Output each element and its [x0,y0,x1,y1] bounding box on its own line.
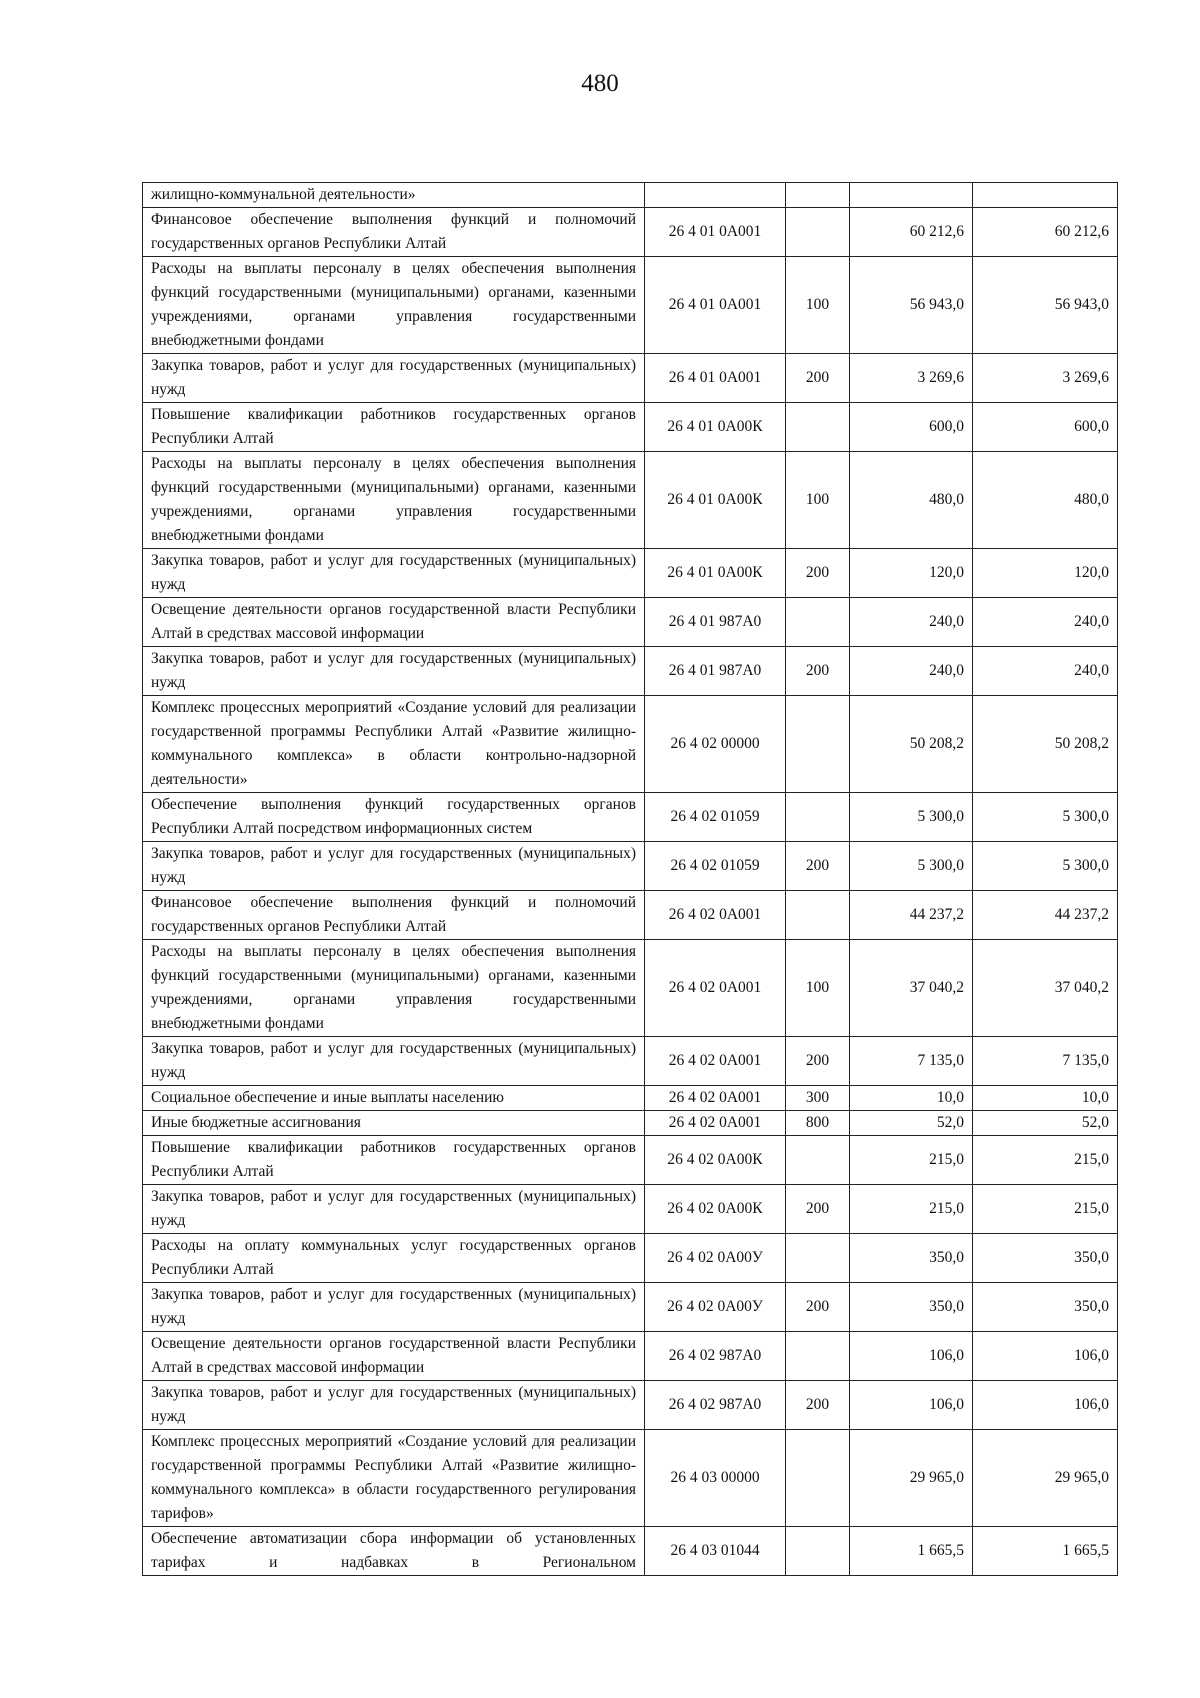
row-expense-type: 200 [786,1185,850,1234]
row-target-code: 26 4 01 987А0 [645,598,786,647]
row-name: Освещение деятельности органов государственной власти Республики Алтай в средствах массовой информации [143,598,645,647]
row-target-code: 26 4 02 0А001 [645,1037,786,1086]
row-target-code: 26 4 01 0А00К [645,452,786,549]
row-name: Закупка товаров, работ и услуг для государственных (муниципальных) нужд [143,842,645,891]
row-name: Комплекс процессных мероприятий «Создание условий для реализации государственной программы Республики Алтай «Развитие жилищно-коммунального комплекса» в области контрольно-надзорной деятельности» [143,696,645,793]
table-row [143,1086,1118,1111]
row-amount-1: 600,0 [850,403,973,452]
table-row [143,891,1118,940]
row-target-code: 26 4 02 0А00У [645,1283,786,1332]
table-row [143,208,1118,257]
table-row [143,403,1118,452]
row-name: Закупка товаров, работ и услуг для государственных (муниципальных) нужд [143,1037,645,1086]
row-amount-1: 44 237,2 [850,891,973,940]
row-amount-1: 480,0 [850,452,973,549]
row-amount-2: 480,0 [973,452,1118,549]
row-expense-type: 100 [786,940,850,1037]
row-amount-1: 5 300,0 [850,842,973,891]
row-name: Расходы на выплаты персоналу в целях обеспечения выполнения функций государственными (муниципальными) органами, казенными учреждениями, органами управления государственными внебюджетными фондами [143,940,645,1037]
table-row [143,696,1118,793]
row-expense-type [786,1430,850,1527]
row-target-code: 26 4 02 01059 [645,842,786,891]
row-amount-2: 1 665,5 [973,1527,1118,1576]
row-target-code: 26 4 01 0А001 [645,257,786,354]
row-amount-1: 215,0 [850,1136,973,1185]
row-amount-2: 240,0 [973,647,1118,696]
table-row [143,1234,1118,1283]
row-target-code: 26 4 01 0А00К [645,403,786,452]
row-expense-type [786,1136,850,1185]
row-amount-2: 10,0 [973,1086,1118,1111]
row-name: Комплекс процессных мероприятий «Создание условий для реализации государственной программы Республики Алтай «Развитие жилищно-коммунального комплекса» в области государственного регулирования тарифов» [143,1430,645,1527]
row-target-code: 26 4 03 01044 [645,1527,786,1576]
row-expense-type [786,598,850,647]
row-amount-2: 5 300,0 [973,793,1118,842]
row-amount-1: 106,0 [850,1332,973,1381]
table-row [143,793,1118,842]
row-expense-type: 800 [786,1111,850,1136]
row-amount-2: 106,0 [973,1381,1118,1430]
table-row [143,647,1118,696]
row-target-code: 26 4 02 987А0 [645,1332,786,1381]
row-target-code: 26 4 02 01059 [645,793,786,842]
row-name: Социальное обеспечение и иные выплаты населению [143,1086,645,1111]
row-name: Освещение деятельности органов государственной власти Республики Алтай в средствах массовой информации [143,1332,645,1381]
row-amount-1: 1 665,5 [850,1527,973,1576]
row-expense-type: 300 [786,1086,850,1111]
row-amount-2: 37 040,2 [973,940,1118,1037]
row-name: Закупка товаров, работ и услуг для государственных (муниципальных) нужд [143,1185,645,1234]
row-name: Иные бюджетные ассигнования [143,1111,645,1136]
row-name: Расходы на выплаты персоналу в целях обеспечения выполнения функций государственными (муниципальными) органами, казенными учреждениями, органами управления государственными внебюджетными фондами [143,257,645,354]
row-amount-2: 50 208,2 [973,696,1118,793]
row-name: Закупка товаров, работ и услуг для государственных (муниципальных) нужд [143,1283,645,1332]
table-row [143,1283,1118,1332]
row-target-code: 26 4 03 00000 [645,1430,786,1527]
row-amount-2: 350,0 [973,1283,1118,1332]
row-amount-1: 120,0 [850,549,973,598]
row-name: Закупка товаров, работ и услуг для государственных (муниципальных) нужд [143,549,645,598]
row-name: Финансовое обеспечение выполнения функций и полномочий государственных органов Республики Алтай [143,891,645,940]
table-row [143,354,1118,403]
row-expense-type [786,1234,850,1283]
table-row [143,1332,1118,1381]
row-amount-2: 5 300,0 [973,842,1118,891]
row-amount-2: 60 212,6 [973,208,1118,257]
table-row [143,598,1118,647]
row-amount-2: 56 943,0 [973,257,1118,354]
row-amount-2: 52,0 [973,1111,1118,1136]
row-name: Повышение квалификации работников государственных органов Республики Алтай [143,1136,645,1185]
row-expense-type: 100 [786,452,850,549]
row-amount-1: 5 300,0 [850,793,973,842]
page-number: 480 [581,70,619,97]
row-target-code: 26 4 01 987А0 [645,647,786,696]
row-target-code: 26 4 02 0А001 [645,940,786,1037]
budget-table-body [143,183,1118,1576]
table-row [143,1111,1118,1136]
row-expense-type: 200 [786,1283,850,1332]
row-amount-2: 215,0 [973,1136,1118,1185]
row-target-code: 26 4 01 0А001 [645,208,786,257]
row-amount-1: 56 943,0 [850,257,973,354]
row-expense-type [786,1332,850,1381]
row-amount-1: 215,0 [850,1185,973,1234]
row-amount-2: 350,0 [973,1234,1118,1283]
row-name: Закупка товаров, работ и услуг для государственных (муниципальных) нужд [143,1381,645,1430]
row-amount-1: 10,0 [850,1086,973,1111]
row-amount-1: 37 040,2 [850,940,973,1037]
row-name: Повышение квалификации работников государственных органов Республики Алтай [143,403,645,452]
row-amount-1: 3 269,6 [850,354,973,403]
row-target-code: 26 4 02 0А001 [645,891,786,940]
row-target-code: 26 4 02 0А00У [645,1234,786,1283]
row-name: жилищно-коммунальной деятельности» [143,183,645,208]
row-name: Закупка товаров, работ и услуг для государственных (муниципальных) нужд [143,647,645,696]
row-expense-type: 100 [786,257,850,354]
row-amount-2: 215,0 [973,1185,1118,1234]
row-expense-type: 200 [786,1037,850,1086]
row-amount-2: 120,0 [973,549,1118,598]
row-expense-type: 200 [786,842,850,891]
row-amount-2: 106,0 [973,1332,1118,1381]
row-amount-2: 7 135,0 [973,1037,1118,1086]
table-row [143,257,1118,354]
row-expense-type: 200 [786,647,850,696]
table-row [143,1527,1118,1576]
table-row [143,1185,1118,1234]
row-amount-1: 240,0 [850,598,973,647]
row-target-code: 26 4 02 987А0 [645,1381,786,1430]
row-target-code: 26 4 01 0А00К [645,549,786,598]
row-amount-2: 29 965,0 [973,1430,1118,1527]
row-expense-type: 200 [786,1381,850,1430]
table-row [143,940,1118,1037]
row-name: Расходы на оплату коммунальных услуг государственных органов Республики Алтай [143,1234,645,1283]
row-amount-1: 350,0 [850,1283,973,1332]
row-name: Обеспечение выполнения функций государственных органов Республики Алтай посредством информационных систем [143,793,645,842]
row-expense-type [786,208,850,257]
row-name: Закупка товаров, работ и услуг для государственных (муниципальных) нужд [143,354,645,403]
row-target-code: 26 4 02 0А001 [645,1111,786,1136]
row-expense-type [786,793,850,842]
row-expense-type [786,403,850,452]
row-expense-type: 200 [786,354,850,403]
row-expense-type [786,891,850,940]
row-target-code: 26 4 02 0А00К [645,1136,786,1185]
table-row [143,842,1118,891]
row-target-code [645,183,786,208]
row-expense-type [786,1527,850,1576]
row-amount-1: 29 965,0 [850,1430,973,1527]
row-amount-1 [850,183,973,208]
table-row [143,1037,1118,1086]
row-amount-1: 106,0 [850,1381,973,1430]
row-expense-type: 200 [786,549,850,598]
row-target-code: 26 4 02 0А001 [645,1086,786,1111]
row-amount-1: 50 208,2 [850,696,973,793]
row-amount-2: 240,0 [973,598,1118,647]
table-row [143,549,1118,598]
row-expense-type [786,696,850,793]
row-amount-1: 7 135,0 [850,1037,973,1086]
row-amount-2: 44 237,2 [973,891,1118,940]
table-row [143,183,1118,208]
table-row [143,452,1118,549]
row-amount-1: 52,0 [850,1111,973,1136]
row-target-code: 26 4 02 0А00К [645,1185,786,1234]
row-amount-1: 350,0 [850,1234,973,1283]
row-name: Финансовое обеспечение выполнения функций и полномочий государственных органов Республики Алтай [143,208,645,257]
row-amount-2 [973,183,1118,208]
row-amount-2: 600,0 [973,403,1118,452]
row-expense-type [786,183,850,208]
budget-table [142,182,1118,1576]
table-row [143,1430,1118,1527]
row-target-code: 26 4 02 00000 [645,696,786,793]
row-amount-2: 3 269,6 [973,354,1118,403]
table-row [143,1381,1118,1430]
row-name: Обеспечение автоматизации сбора информации об установленных тарифах и надбавках в Региональном [143,1527,645,1576]
row-target-code: 26 4 01 0А001 [645,354,786,403]
row-name: Расходы на выплаты персоналу в целях обеспечения выполнения функций государственными (муниципальными) органами, казенными учреждениями, органами управления государственными внебюджетными фондами [143,452,645,549]
row-amount-1: 240,0 [850,647,973,696]
row-amount-1: 60 212,6 [850,208,973,257]
table-row [143,1136,1118,1185]
